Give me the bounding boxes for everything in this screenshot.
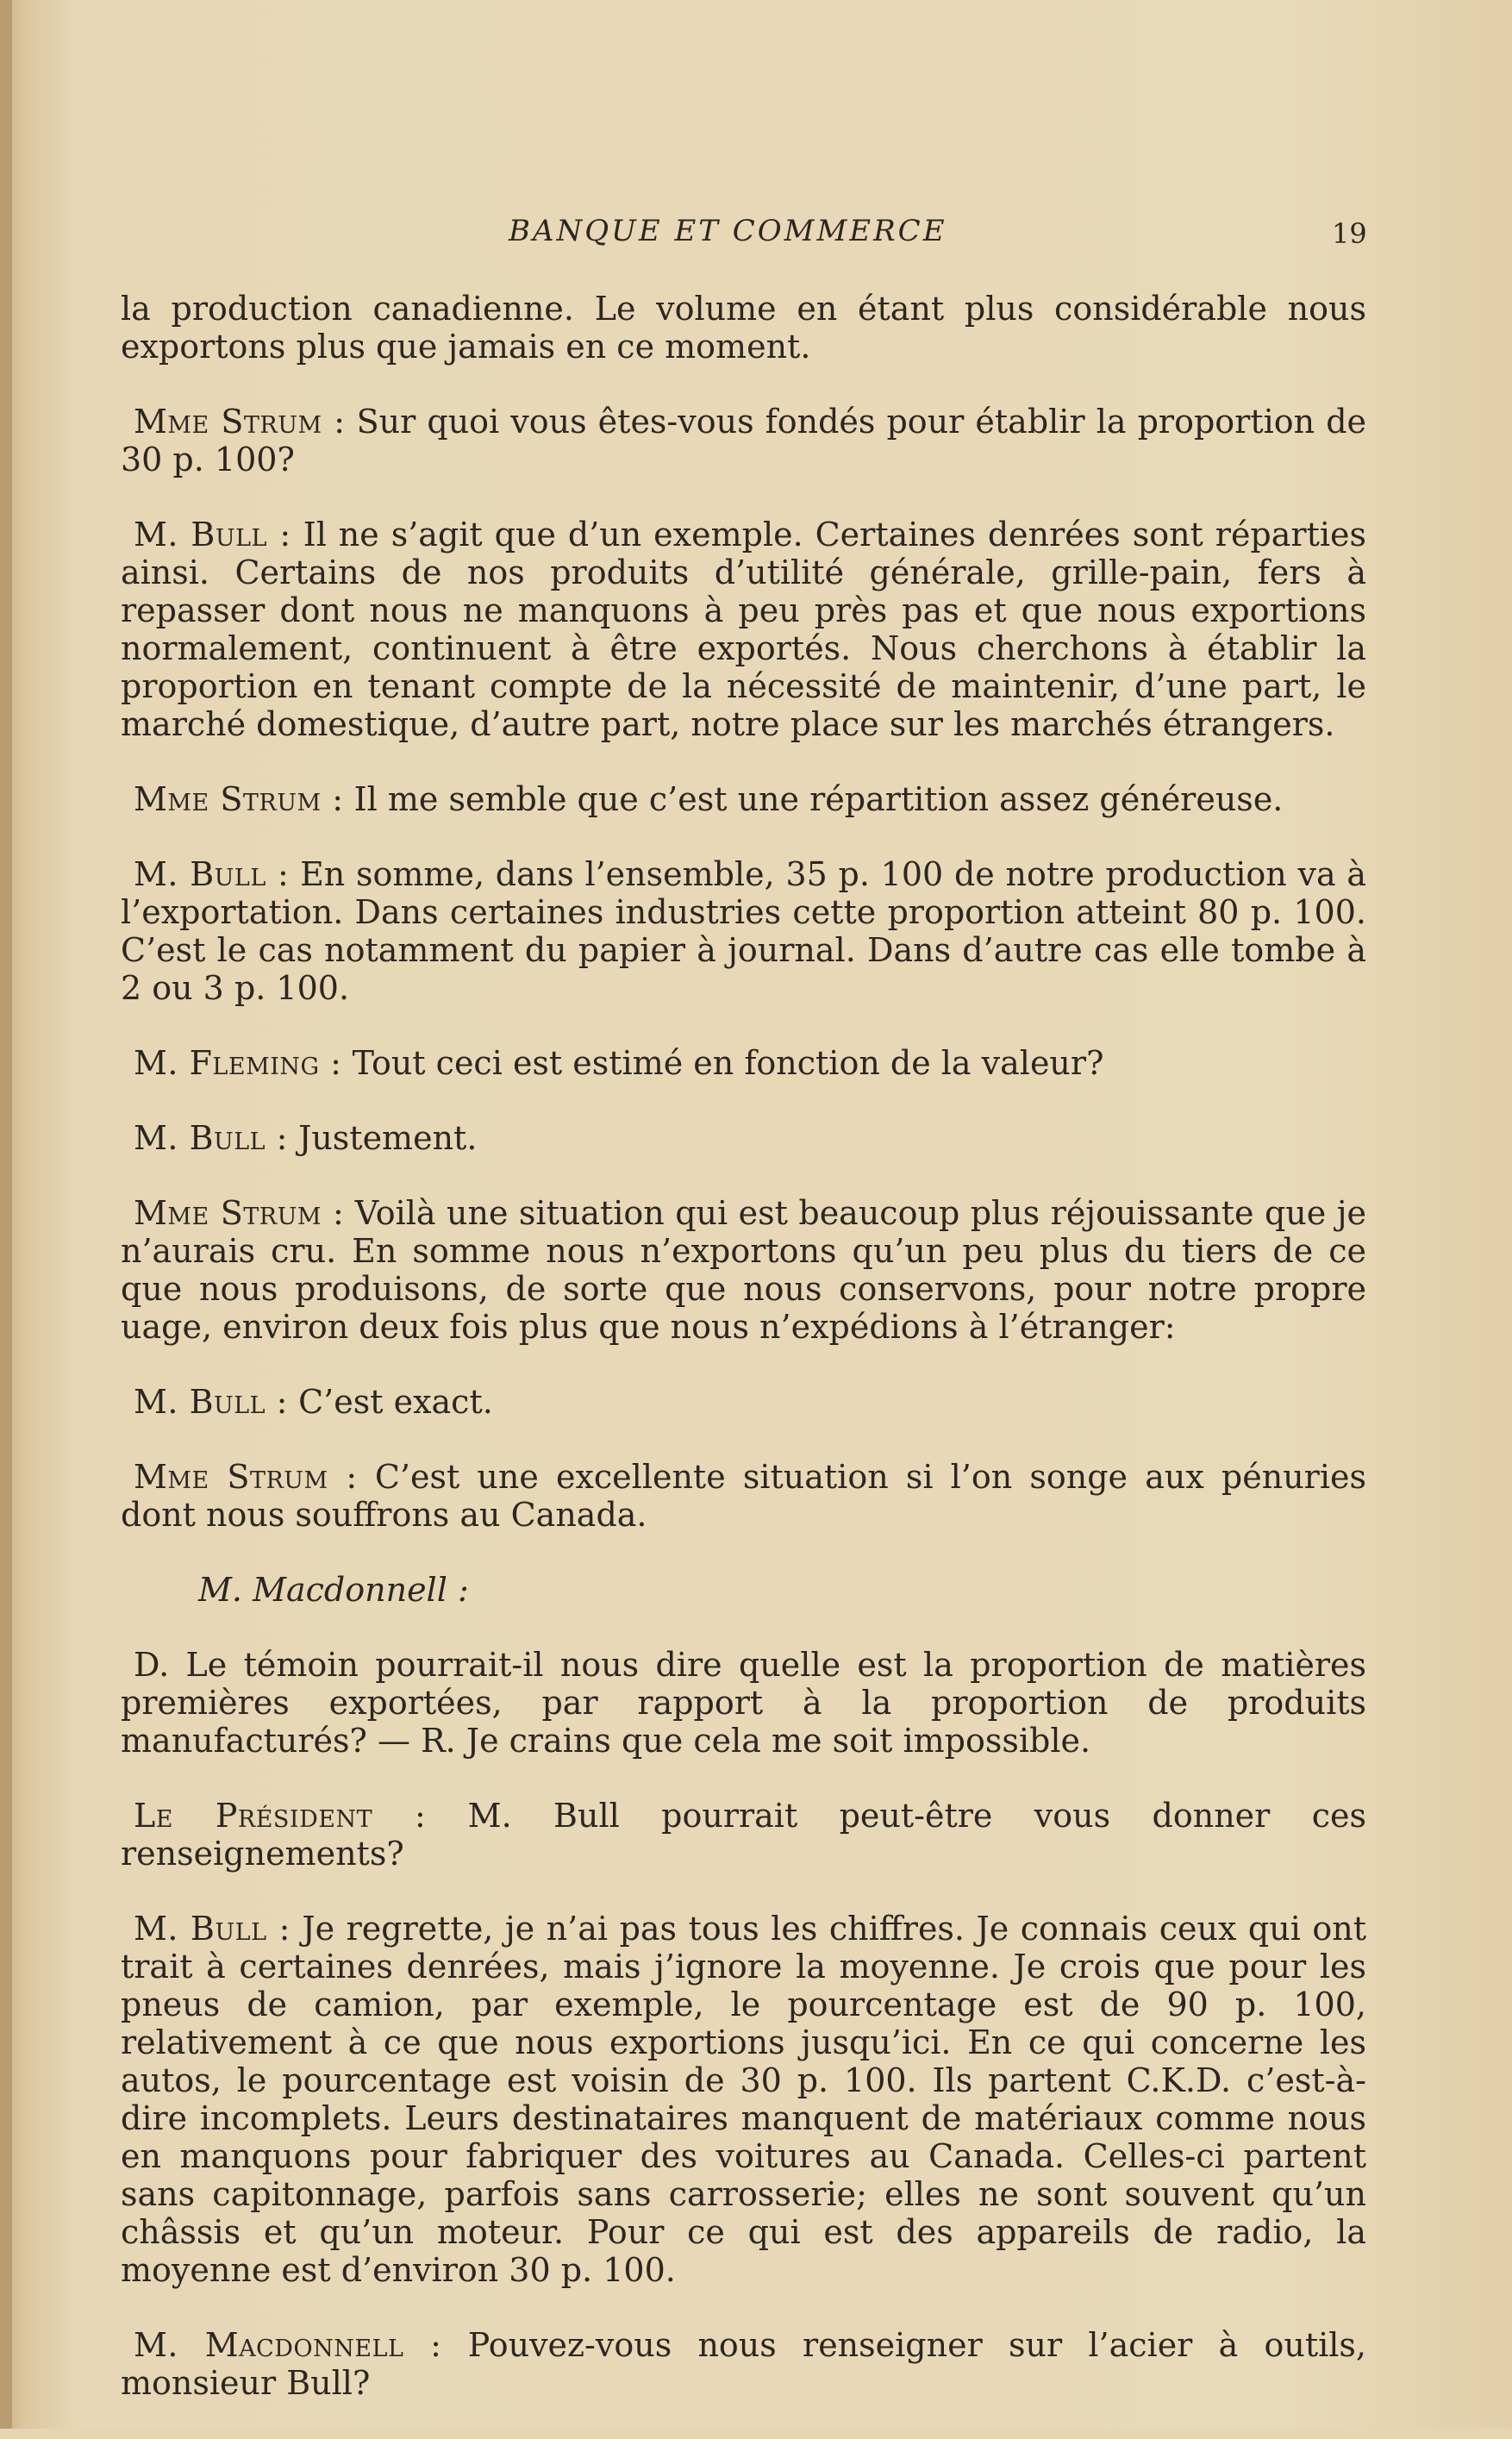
paragraph bbox=[121, 1458, 1366, 1534]
paragraph bbox=[121, 516, 1366, 743]
speaker-label: Mme Strum : bbox=[134, 1194, 345, 1232]
paragraph-text: Justement. bbox=[298, 1119, 478, 1157]
paragraph bbox=[121, 1910, 1366, 2289]
speaker-label: Le Président : bbox=[134, 1797, 427, 1835]
paragraph-text: En somme, dans l’ensemble, 35 p. 100 de notre production va à l’exportation. Dans certaines industries cette proportion atteint 80 p. 100. C’est le cas notamment du papier à journal. Dans d’autre cas elle tombe à 2 ou 3 p. 100. bbox=[121, 855, 1366, 1007]
paragraph-text: M. Bull pourrait peut-être vous donner ces renseignements? bbox=[121, 1797, 1366, 1873]
paragraph-text: Je regrette, je n’ai pas tous les chiffres. Je connais ceux qui ont trait à certaines denrées, mais j’ignore la moyenne. Je crois que pour les pneus de camion, par exemple, le pourcentage est de 90 p. 100, relativement à ce que nous exportions jusqu’ici. En ce qui concerne les autos, le pourcentage est voisin de 30 p. 100. Ils partent C.K.D. c’est-à-dire incomplets. Leurs destinataires manquent de matériaux comme nous en manquons pour fabriquer des voitures au Canada. Celles-ci partent sans capitonnage, parfois sans carrosserie; elles ne sont souvent qu’un châssis et qu’un moteur. Pour ce qui est des appareils de radio, la moyenne est d’environ 30 p. 100. bbox=[121, 1910, 1366, 2289]
speaker-label: M. Bull : bbox=[134, 1383, 288, 1421]
paragraph bbox=[121, 1383, 1366, 1421]
paragraph-text: Pouvez-vous nous renseigner sur l’acier à outils, monsieur Bull? bbox=[121, 2326, 1366, 2402]
page-number: 19 bbox=[1332, 217, 1367, 250]
speaker-label: M. Bull : bbox=[134, 855, 290, 893]
running-title: BANQUE ET COMMERCE bbox=[509, 214, 947, 248]
paragraph-text: Il ne s’agit que d’un exemple. Certaines denrées sont réparties ainsi. Certains de nos produits d’utilité générale, grille-pain, fers à repasser dont nous ne manquons à peu près pas et que nous exportions normalement, continuent à être exportés. Nous cherchons à établir la proportion en tenant compte de la nécessité de maintenir, d’une part, le marché domestique, d’autre part, notre place sur les marchés étrangers. bbox=[121, 516, 1366, 743]
paragraph-text: Sur quoi vous êtes-vous fondés pour établir la proportion de 30 p. 100? bbox=[121, 403, 1367, 478]
paragraph bbox=[121, 403, 1366, 478]
paragraph bbox=[121, 290, 1366, 366]
page-header bbox=[0, 214, 1512, 257]
speaker-label: Mme Strum : bbox=[134, 1458, 358, 1496]
paragraph bbox=[121, 2326, 1366, 2402]
paragraph-text: Tout ceci est estimé en fonction de la valeur? bbox=[352, 1044, 1104, 1082]
paragraph bbox=[121, 1797, 1366, 1873]
page-edge bbox=[0, 0, 12, 2429]
speaker-label: Mme Strum : bbox=[134, 780, 344, 818]
speaker-label: M. Bull : bbox=[134, 1910, 291, 1948]
paragraph-text: la production canadienne. Le volume en étant plus considérable nous exportons plus que jamais en ce moment. bbox=[121, 290, 1366, 366]
paragraph bbox=[121, 855, 1366, 1007]
paragraph bbox=[121, 780, 1366, 818]
paragraph-text: C’est une excellente situation si l’on songe aux pénuries dont nous souffrons au Canada. bbox=[121, 1458, 1366, 1534]
speaker-label: Mme Strum : bbox=[134, 403, 346, 441]
paragraph bbox=[121, 1044, 1366, 1082]
paragraph bbox=[121, 1194, 1366, 1346]
paragraph bbox=[121, 1119, 1366, 1157]
paragraph-text: Il me semble que c’est une répartition assez généreuse. bbox=[353, 780, 1284, 818]
paragraph-text: C’est exact. bbox=[298, 1383, 493, 1421]
paragraph-text: D. Le témoin pourrait-il nous dire quelle est la proportion de matières premières exportées, par rapport à la proportion de produits manufacturés? — R. Je crains que cela me soit impossible. bbox=[121, 1646, 1366, 1760]
paragraph-text: M. Macdonnell : bbox=[198, 1571, 469, 1609]
speaker-label: M. Fleming : bbox=[134, 1044, 342, 1082]
examiner-heading bbox=[121, 1571, 1366, 1609]
speaker-label: M. Bull : bbox=[134, 516, 291, 553]
paragraph-text: Voilà une situation qui est beaucoup plus réjouissante que je n’aurais cru. En somme nous n’exportons qu’un peu plus du tiers de ce que nous produisons, de sorte que nous conservons, pour notre propre uage, environ deux fois plus que nous n’expédions à l’étranger: bbox=[121, 1194, 1366, 1346]
transcript-body bbox=[121, 290, 1366, 2439]
paragraph bbox=[121, 1646, 1366, 1760]
speaker-label: M. Bull : bbox=[134, 1119, 288, 1157]
speaker-label: M. Macdonnell : bbox=[134, 2326, 442, 2364]
